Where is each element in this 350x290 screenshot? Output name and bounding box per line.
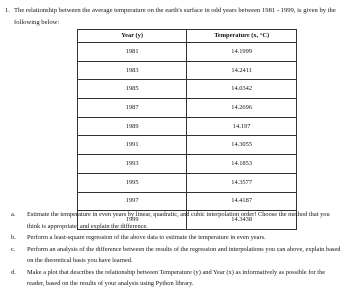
table-header-row [78,30,297,43]
task-item-d [9,267,343,290]
year-cell: 1993 [78,155,187,174]
table-row [78,80,297,99]
task-item-a [9,209,343,232]
column-header-temperature: Temperature (x, °C) [187,30,297,43]
year-cell: 1997 [78,192,187,211]
temperature-cell: 14.2696 [187,99,297,118]
temperature-cell: 14.1853 [187,155,297,174]
year-cell: 1999 [78,211,187,230]
temperature-cell: 14.1999 [187,43,297,62]
question-intro: The relationship between the average temperature on the earth's surface in odd years between 1981 - 1999, is given by the following below: [14,7,336,26]
question-number: 1. [5,7,10,14]
temperature-cell: 14.197 [187,117,297,136]
task-text: Perform an analysis of the difference between the results of the regression and interpolations you can above, explain based on the theoretical basis you have learned. [27,245,341,264]
temperature-cell: 14.3055 [187,136,297,155]
temperature-cell: 14.2411 [187,61,297,80]
temperature-table [77,29,297,230]
table-row [78,173,297,192]
temperature-cell: 14.4187 [187,192,297,211]
year-cell: 1991 [78,136,187,155]
task-text: Make a plot that describes the relationship between Temperature (y) and Year (x) as informatively as possible for the reader, based on the results of your analysis using Python library. [27,268,326,287]
column-header-year: Year (y) [78,30,187,43]
table-row [78,43,297,62]
question-header [5,5,345,28]
temperature-cell: 14.3438 [187,211,297,230]
table-row [78,99,297,118]
table-row [78,61,297,80]
task-item-b [9,232,343,244]
temperature-cell: 14.3577 [187,173,297,192]
task-label: c. [11,245,16,253]
table-row [78,155,297,174]
task-label: d. [11,268,16,276]
temperature-cell: 14.0342 [187,80,297,99]
table-row [78,192,297,211]
task-text: Perform a least-square regression of the above data to estimate the temperature in even years. [27,234,266,241]
task-list [9,209,343,290]
year-cell: 1981 [78,43,187,62]
task-item-c [9,244,343,267]
year-cell: 1987 [78,99,187,118]
table-row [78,117,297,136]
task-text: Estimate the temperature in even years by linear, quadratic, and cubic interpolation order! Choose the method that you think is appropriate, and explain the difference. [27,211,330,230]
year-cell: 1983 [78,61,187,80]
year-cell: 1995 [78,173,187,192]
task-label: a. [11,211,16,218]
table-row [78,136,297,155]
year-cell: 1985 [78,80,187,99]
question-block [5,5,345,28]
year-cell: 1989 [78,117,187,136]
task-label: b. [11,234,16,241]
